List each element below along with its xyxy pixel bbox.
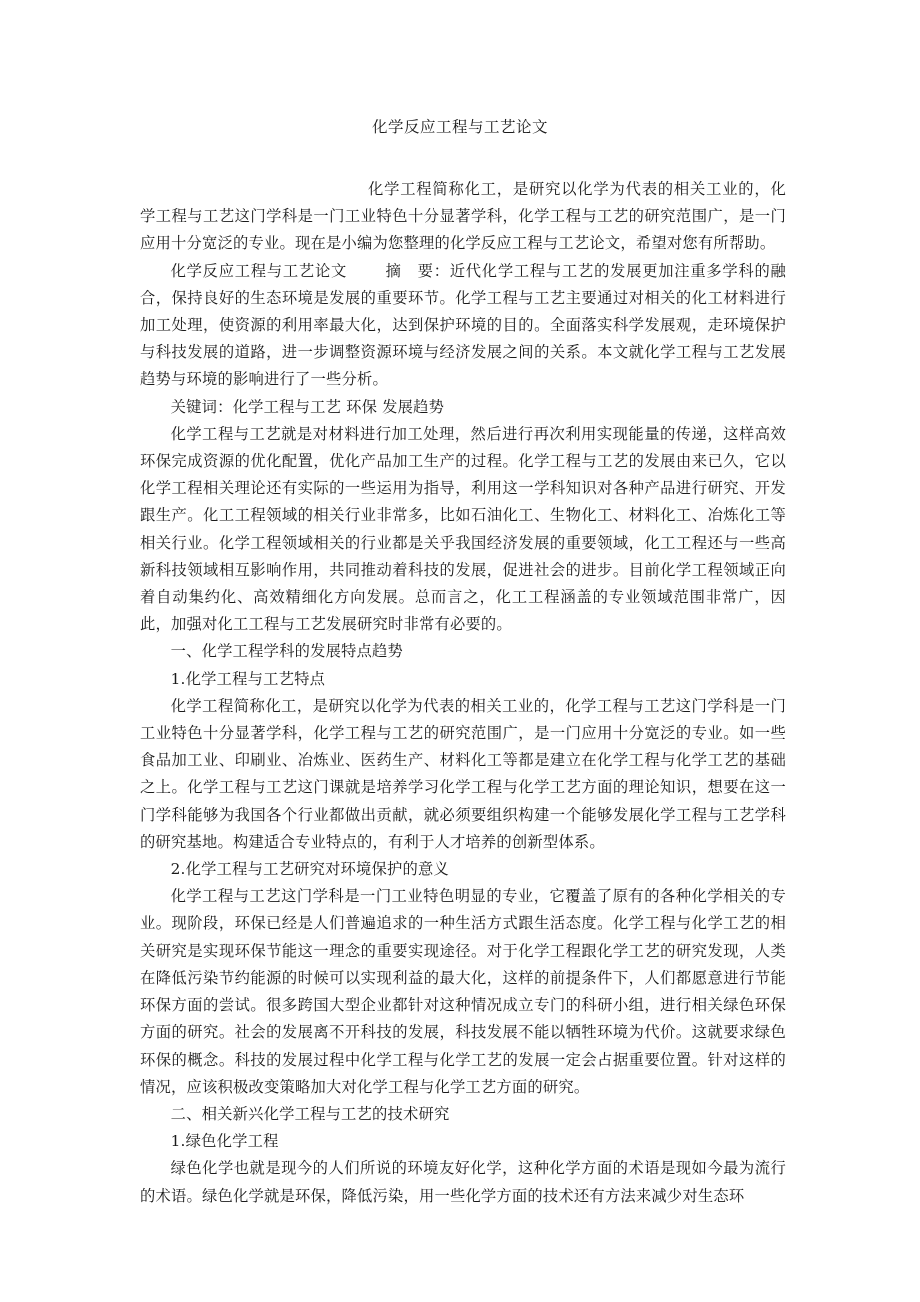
keywords-line: 关键词：化学工程与工艺 环保 发展趋势 — [170, 397, 445, 416]
subsection-heading-1-2: 2.化学工程与工艺研究对环境保护的意义 — [170, 860, 450, 879]
paragraph-4: 绿色化学也就是现今的人们所说的环境友好化学，这种化学方面的术语是现如今最为流行的术语。绿色化学就是环保，降低污染，用一些化学方面的技术还有方法来减少对生态环 — [140, 1159, 786, 1205]
abstract-label: 摘 要： — [385, 261, 450, 280]
abstract-title: 化学反应工程与工艺论文 — [170, 261, 348, 280]
abstract-paragraph — [140, 258, 786, 394]
paragraph-2: 化学工程简称化工，是研究以化学为代表的相关工业的，化学工程与工艺这门学科是一门工业特色十分显著学科，化学工程与工艺的研究范围广，是一门应用十分宽泛的专业。如一些食品加工业、印刷业、冶炼业、医药生产、材料化工等都是建立在化学工程与化学工艺的基础之上。化学工程与工艺这门课就是培养学习化学工程与化学工艺方面的理论知识，想要在这一门学科能够为我国各个行业都做出贡献，就必须要组织构建一个能够发展化学工程与工艺学科的研究基地。构建适合专业特点的，有利于人才培养的创新型体系。 — [140, 696, 786, 851]
section-heading-2: 二、相关新兴化学工程与工艺的技术研究 — [170, 1104, 450, 1123]
document-body — [140, 176, 786, 1210]
paragraph-3: 化学工程与工艺这门学科是一门工业特色明显的专业，它覆盖了原有的各种化学相关的专业。现阶段，环保已经是人们普遍追求的一种生活方式跟生活态度。化学工程与化学工艺的相关研究是实现环保节能这一理念的重要实现途径。对于化学工程跟化学工艺的研究发现，人类在降低污染节约能源的时候可以实现利益的最大化，这样的前提条件下，人们都愿意进行节能环保方面的尝试。很多跨国大型企业都针对这种情况成立专门的科研小组，进行相关绿色环保方面的研究。社会的发展离不开科技的发展，科技发展不能以牺牲环境为代价。这就要求绿色环保的概念。科技的发展过程中化学工程与化学工艺的发展一定会占据重要位置。针对这样的情况，应该积极改变策略加大对化学工程与化学工艺方面的研究。 — [140, 887, 786, 1096]
subsection-heading-1-1: 1.化学工程与工艺特点 — [170, 669, 326, 688]
document-title: 化学反应工程与工艺论文 — [371, 118, 548, 136]
paragraph-1: 化学工程与工艺就是对材料进行加工处理，然后进行再次利用实现能量的传递，这样高效环保完成资源的优化配置，优化产品加工生产的过程。化学工程与工艺的发展由来已久，它以化学工程相关理论还有实际的一些运用为指导，利用这一学科知识对各种产品进行研究、开发跟生产。化工工程领域的相关行业非常多，比如石油化工、生物化工、材料化工、冶炼化工等相关行业。化学工程领域相关的行业都是关乎我国经济发展的重要领域，化工工程还与一些高新科技领域相互影响作用，共同推动着科技的发展，促进社会的进步。目前化学工程领域正向着自动集约化、高效精细化方向发展。总而言之，化工工程涵盖的专业领域范围非常广，因此，加强对化工工程与工艺发展研究时非常有必要的。 — [140, 424, 786, 634]
section-heading-1: 一、化学工程学科的发展特点趋势 — [170, 642, 404, 661]
abstract-text: 近代化学工程与工艺的发展更加注重多学科的融合，保持良好的生态环境是发展的重要环节。化学工程与工艺主要通过对相关的化工材料进行加工处理，使资源的利用率最大化，达到保护环境的目的。全面落实科学发展观，走环境保护与科技发展的道路，进一步调整资源环境与经济发展之间的关系。本文就化学工程与工艺发展趋势与环境的影响进行了一些分析。 — [140, 261, 787, 389]
subsection-heading-2-1: 1.绿色化学工程 — [170, 1132, 279, 1151]
intro-paragraph: 化学工程简称化工，是研究以化学为代表的相关工业的，化学工程与工艺这门学科是一门工业特色十分显著学科，化学工程与工艺的研究范围广，是一门应用十分宽泛的专业。现在是小编为您整理的化学反应工程与工艺论文，希望对您有所帮助。 — [140, 180, 786, 253]
